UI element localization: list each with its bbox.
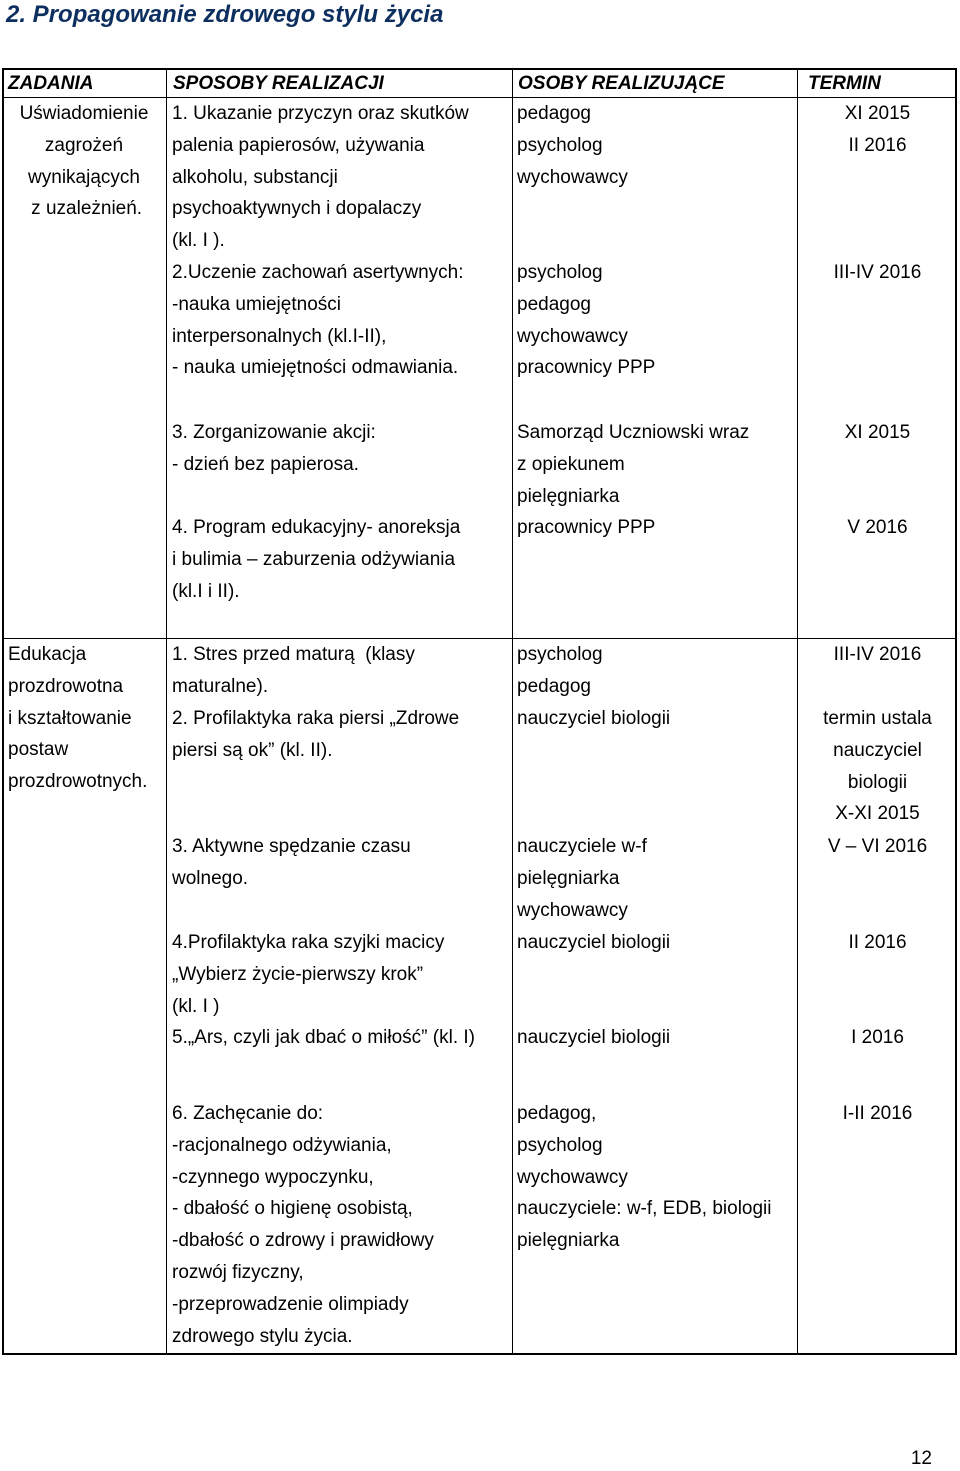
term-cell: III-IV 2016 bbox=[833, 644, 922, 665]
method-cell: 3. Zorganizowanie akcji: - dzień bez papierosa. bbox=[172, 422, 376, 475]
persons-cell: pedagog psycholog wychowawcy bbox=[517, 103, 628, 188]
method-cell: 5.„Ars, czyli jak dbać o miłość” (kl. I) bbox=[172, 1027, 475, 1048]
method-cell: 4. Program edukacyjny- anoreksja i bulimia – zaburzenia odżywiania (kl.I i II). bbox=[172, 517, 461, 602]
header-tasks: ZADANIA bbox=[8, 73, 94, 94]
task-cell: Edukacja prozdrowotna i kształtowanie postaw prozdrowotnych. bbox=[8, 644, 148, 793]
persons-cell: nauczyciel biologii bbox=[517, 708, 671, 729]
header-term: TERMIN bbox=[808, 73, 881, 94]
persons-cell: nauczyciel biologii bbox=[517, 1027, 671, 1048]
persons-cell: nauczyciel biologii bbox=[517, 932, 671, 953]
persons-cell: psycholog pedagog bbox=[517, 644, 603, 697]
method-cell: 2.Uczenie zachowań asertywnych: -nauka umiejętności interpersonalnych (kl.I-II), - nauka umiejętności odmawiania. bbox=[172, 262, 464, 379]
page-number: 12 bbox=[910, 1448, 932, 1469]
method-cell: 4.Profilaktyka raka szyjki macicy „Wybierz życie-pierwszy krok” (kl. I ) bbox=[172, 932, 445, 1017]
term-cell: III-IV 2016 bbox=[833, 262, 922, 283]
method-cell: 3. Aktywne spędzanie czasu wolnego. bbox=[172, 836, 411, 889]
term-cell: XI 2015 II 2016 bbox=[844, 103, 911, 156]
term-cell: XI 2015 bbox=[844, 422, 911, 443]
task-cell: Uświadomienie zagrożeń wynikających z uzależnień. bbox=[19, 103, 149, 220]
section-title: 2. Propagowanie zdrowego stylu życia bbox=[6, 1, 444, 28]
term-cell: V 2016 bbox=[847, 517, 908, 538]
term-cell: termin ustala nauczyciel biologii X-XI 2015 bbox=[823, 708, 932, 825]
term-cell: I-II 2016 bbox=[842, 1103, 913, 1124]
header-methods: SPOSOBY REALIZACJI bbox=[173, 73, 384, 94]
method-cell: 1. Ukazanie przyczyn oraz skutków palenia papierosów, używania alkoholu, substancji psychoaktywnych i dopalaczy (kl. I ). bbox=[172, 103, 469, 252]
term-cell: II 2016 bbox=[848, 932, 907, 953]
persons-cell: Samorząd Uczniowski wraz z opiekunem pielęgniarka bbox=[517, 422, 750, 507]
column-divider bbox=[166, 68, 167, 1355]
column-divider bbox=[512, 68, 513, 1355]
persons-cell: psycholog pedagog wychowawcy pracownicy PPP bbox=[517, 262, 656, 379]
persons-cell: nauczyciele w-f pielęgniarka wychowawcy bbox=[517, 836, 647, 921]
persons-cell: pracownicy PPP bbox=[517, 517, 656, 538]
term-cell: V – VI 2016 bbox=[827, 836, 928, 857]
method-cell: 1. Stres przed maturą (klasy maturalne). bbox=[172, 644, 415, 697]
term-cell: I 2016 bbox=[851, 1027, 904, 1048]
method-cell: 2. Profilaktyka raka piersi „Zdrowe piersi są ok” (kl. II). bbox=[172, 708, 460, 761]
method-cell: 6. Zachęcanie do: -racjonalnego odżywiania, -czynnego wypoczynku, - dbałość o higienę osobistą, -dbałość o zdrowy i prawidłowy rozwój fizyczny, -przeprowadzenie olimpiady zdrowego stylu życia. bbox=[172, 1103, 434, 1347]
header-persons: OSOBY REALIZUJĄCE bbox=[518, 73, 725, 94]
persons-cell: pedagog, psycholog wychowawcy nauczyciele: w-f, EDB, biologii pielęgniarka bbox=[517, 1103, 772, 1252]
